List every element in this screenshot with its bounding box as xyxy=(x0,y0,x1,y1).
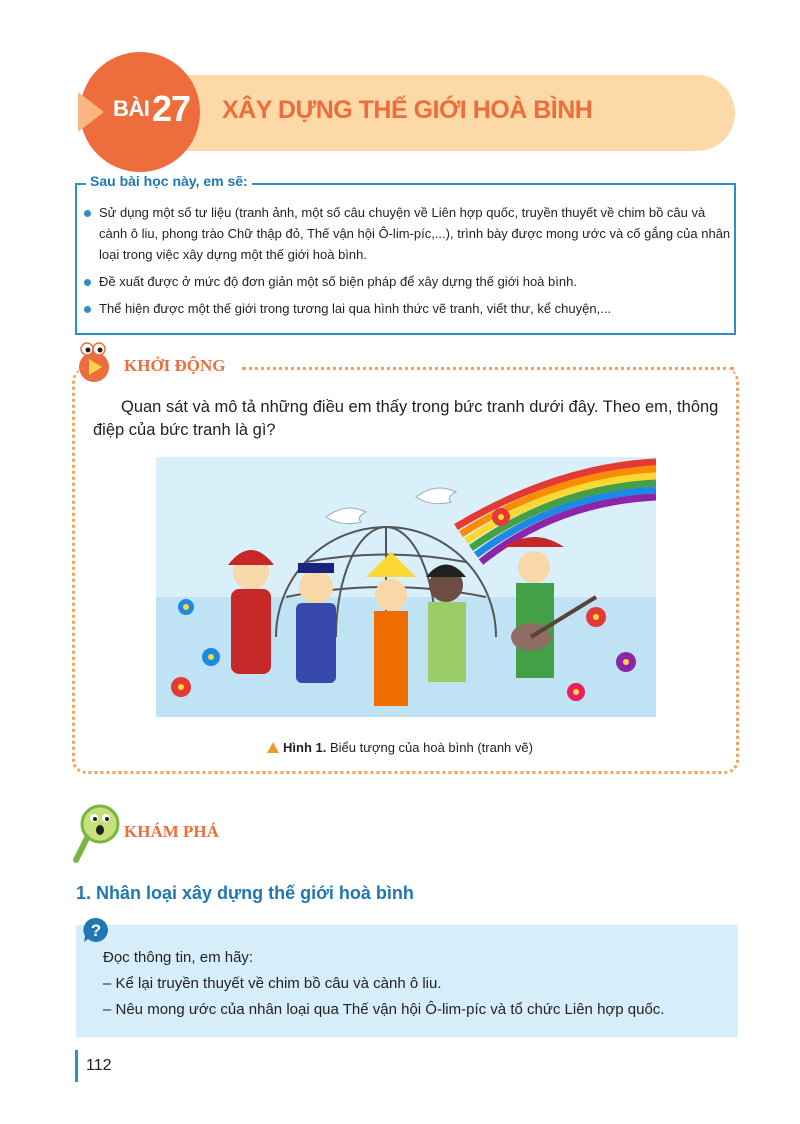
bullet-icon xyxy=(84,210,91,217)
peace-illustration xyxy=(156,457,656,717)
figure-caption: Hình 1. Biểu tượng của hoà bình (tranh vẽ) xyxy=(0,740,800,755)
objectives-heading: Sau bài học này, em sẽ: xyxy=(86,173,252,189)
start-prompt: Quan sát và mô tả những điều em thấy trong bức tranh dưới đây. Theo em, thông điệp của bức tranh là gì? xyxy=(93,398,719,439)
section-title: 1. Nhân loại xây dựng thế giới hoà bình xyxy=(76,883,414,903)
objective-item: Đề xuất được ở mức độ đơn giản một số biện pháp để xây dựng thế giới hoà bình. xyxy=(82,271,732,292)
lesson-label: BÀI xyxy=(113,96,150,121)
question-line: Đọc thông tin, em hãy: xyxy=(103,949,254,966)
objective-item: Thể hiện được một thế giới trong tương lai qua hình thức vẽ tranh, viết thư, kể chuyện,... xyxy=(82,298,732,319)
objectives-list xyxy=(82,202,732,325)
explore-magnifier-icon xyxy=(72,796,120,866)
question-line: – Kể lại truyền thuyết về chim bồ câu và cành ô liu. xyxy=(103,975,442,992)
objective-item: Sử dụng một số tư liệu (tranh ảnh, một số câu chuyện về Liên hợp quốc, truyền thuyết về chim bồ câu và cành ô liu, phong trào Chữ thập đỏ, Thế vận hội Ô-lim-píc,...), trình bày được mong ước và cố gắng của nhân loại trong việc xây dựng một thế giới hoà bình. xyxy=(82,202,732,265)
lesson-number: 27 xyxy=(152,88,191,129)
question-icon xyxy=(83,917,109,943)
badge-arrow-decoration xyxy=(78,92,104,132)
svg-text:?: ? xyxy=(90,921,102,940)
start-heading: KHỞI ĐỘNG xyxy=(124,356,226,375)
bullet-icon xyxy=(84,306,91,313)
question-line: – Nêu mong ước của nhân loại qua Thế vận hội Ô-lim-píc và tổ chức Liên hợp quốc. xyxy=(103,1001,665,1018)
triangle-icon xyxy=(267,742,279,753)
explore-heading: KHÁM PHÁ xyxy=(124,822,219,841)
page-number-bar xyxy=(75,1050,78,1082)
page-number: 112 xyxy=(86,1057,112,1074)
bullet-icon xyxy=(84,279,91,286)
question-text xyxy=(103,945,664,1023)
lesson-title: XÂY DỰNG THẾ GIỚI HOÀ BÌNH xyxy=(222,96,593,124)
